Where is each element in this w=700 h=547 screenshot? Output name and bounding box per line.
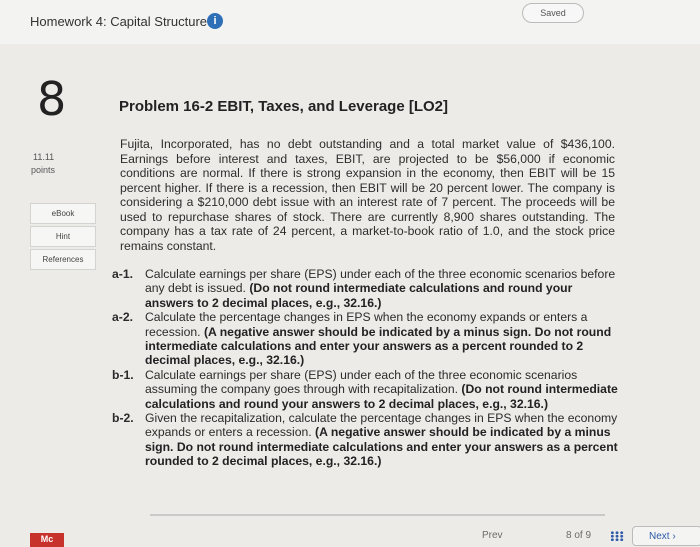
part-b2: [112, 411, 622, 469]
part-a2: [112, 310, 622, 368]
part-text: Calculate the percentage changes in EPS when the economy expands or enters a recession.: [145, 310, 588, 339]
top-header: [0, 0, 700, 44]
part-label: a-2.: [112, 310, 134, 325]
saved-status-badge: Saved: [522, 3, 584, 23]
part-a1: [112, 267, 622, 310]
ebook-button[interactable]: eBook: [30, 203, 96, 224]
question-number: 8: [37, 72, 67, 126]
part-b1: [112, 368, 622, 411]
question-grid-icon[interactable]: [610, 531, 624, 541]
next-label: Next: [649, 531, 670, 542]
part-instruction: (Do not round intermediate calculations and round your answers to 2 decimal places, e.g., 32.16.): [145, 382, 618, 411]
prev-button[interactable]: Prev: [482, 530, 503, 541]
part-label: a-1.: [112, 267, 134, 281]
points-value: 11.11: [33, 152, 55, 162]
problem-content: [104, 44, 700, 544]
part-label: b-2.: [112, 411, 134, 426]
info-icon[interactable]: i: [207, 13, 223, 29]
question-sidebar: [0, 44, 100, 544]
references-button[interactable]: References: [30, 249, 96, 270]
part-instruction: (A negative answer should be indicated by a minus sign. Do not round intermediate calculations and enter your answers as a percent rounded to 2 decimal places, e.g., 32.16.): [145, 425, 618, 469]
problem-intro: Fujita, Incorporated, has no debt outstanding and a total market value of $436,100. Earnings before interest and taxes, EBIT, are projected to be $56,000 if economic conditions are normal. If there is strong expansion in the economy, then EBIT will be 15 percent higher. If there is a recession, then EBIT will be 20 percent lower. The company is considering a $210,000 debt issue with an interest rate of 7 percent. The proceeds will be used to repurchase shares of stock. There are currently 8,900 shares outstanding. The company has a tax rate of 24 percent, a market-to-book ratio of 1.0, and the stock price remains constant.: [120, 137, 615, 253]
page-indicator: 8 of 9: [566, 530, 592, 541]
part-text: Calculate earnings per share (EPS) under each of the three economic scenarios assuming the company goes through with recapitalization.: [145, 367, 578, 397]
part-instruction: (Do not round intermediate calculations and round your answers to 2 decimal places, e.g., 32.16.): [145, 281, 573, 310]
next-button[interactable]: Next ›: [632, 526, 700, 546]
hint-button[interactable]: Hint: [30, 226, 96, 247]
footer-divider: [150, 514, 605, 516]
part-text: Calculate earnings per share (EPS) under each of the three economic scenarios before any debt is issued.: [145, 267, 616, 296]
problem-title: Problem 16-2 EBIT, Taxes, and Leverage [LO2]: [119, 98, 449, 115]
part-label: b-1.: [112, 367, 134, 382]
assignment-title: Homework 4: Capital Structure: [30, 14, 208, 29]
problem-parts: [112, 267, 622, 469]
mcgraw-hill-logo: Mc: [30, 533, 64, 547]
points-label: points: [31, 165, 56, 175]
part-instruction: (A negative answer should be indicated by a minus sign. Do not round intermediate calculations and enter your answers as a percent rounded to 2 decimal places, e.g., 32.16.): [145, 324, 612, 368]
part-text: Given the recapitalization, calculate the percentage changes in EPS when the economy expands or enters a recession.: [145, 411, 618, 440]
